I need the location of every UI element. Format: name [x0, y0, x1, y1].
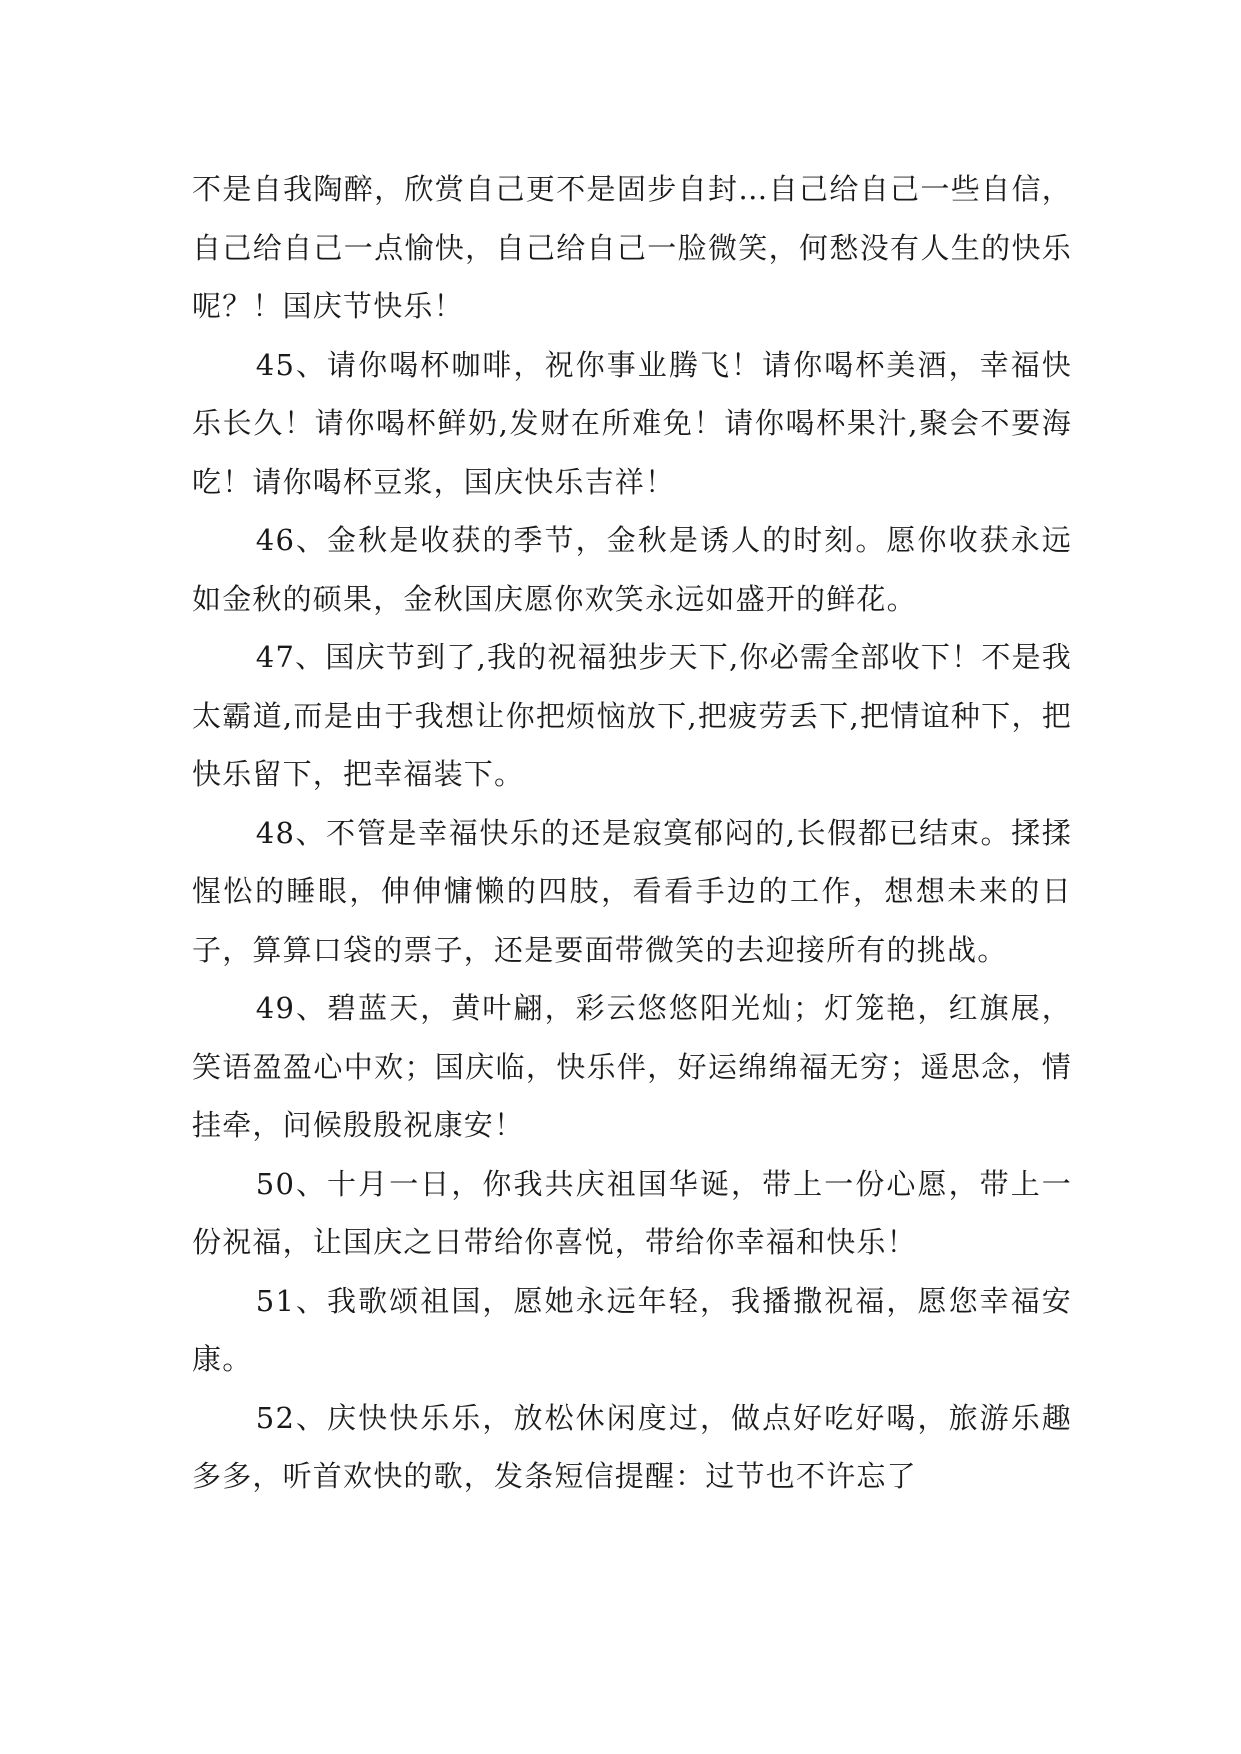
paragraph-47: 47、国庆节到了,我的祝福独步天下,你必需全部收下！不是我太霸道,而是由于我想让你把烦恼放下,把疲劳丢下,把情谊种下，把快乐留下，把幸福装下。 [192, 640, 1072, 791]
paragraph-52: 52、庆快快乐乐，放松休闲度过，做点好吃好喝，旅游乐趣多多，听首欢快的歌，发条短信提醒：过节也不许忘了 [192, 1400, 1072, 1493]
paragraph-46: 46、金秋是收获的季节，金秋是诱人的时刻。愿你收获永远如金秋的硕果，金秋国庆愿你欢笑永远如盛开的鲜花。 [192, 523, 1072, 616]
paragraph-45: 45、请你喝杯咖啡，祝你事业腾飞！请你喝杯美酒，幸福快乐长久！请你喝杯鲜奶,发财在所难免！请你喝杯果汁,聚会不要海吃！请你喝杯豆浆，国庆快乐吉祥！ [192, 347, 1072, 499]
paragraph-51: 51、我歌颂祖国，愿她永远年轻，我播撒祝福，愿您幸福安康。 [192, 1283, 1072, 1376]
document-body [192, 160, 1072, 1506]
paragraph-49: 49、碧蓝天，黄叶翩，彩云悠悠阳光灿；灯笼艳，红旗展，笑语盈盈心中欢；国庆临，快乐伴，好运绵绵福无穷；遥思念，情挂牵，问候殷殷祝康安！ [192, 991, 1072, 1142]
paragraph-50: 50、十月一日，你我共庆祖国华诞，带上一份心愿，带上一份祝福，让国庆之日带给你喜悦，带给你幸福和快乐！ [192, 1166, 1072, 1259]
paragraph-48: 48、不管是幸福快乐的还是寂寞郁闷的,长假都已结束。揉揉惺忪的睡眼，伸伸慵懒的四肢，看看手边的工作，想想未来的日子，算算口袋的票子，还是要面带微笑的去迎接所有的挑战。 [192, 815, 1072, 967]
paragraph-1: 不是自我陶醉，欣赏自己更不是固步自封…自己给自己一些自信，自己给自己一点愉快，自己给自己一脸微笑，何愁没有人生的快乐呢？！国庆节快乐！ [192, 172, 1072, 323]
